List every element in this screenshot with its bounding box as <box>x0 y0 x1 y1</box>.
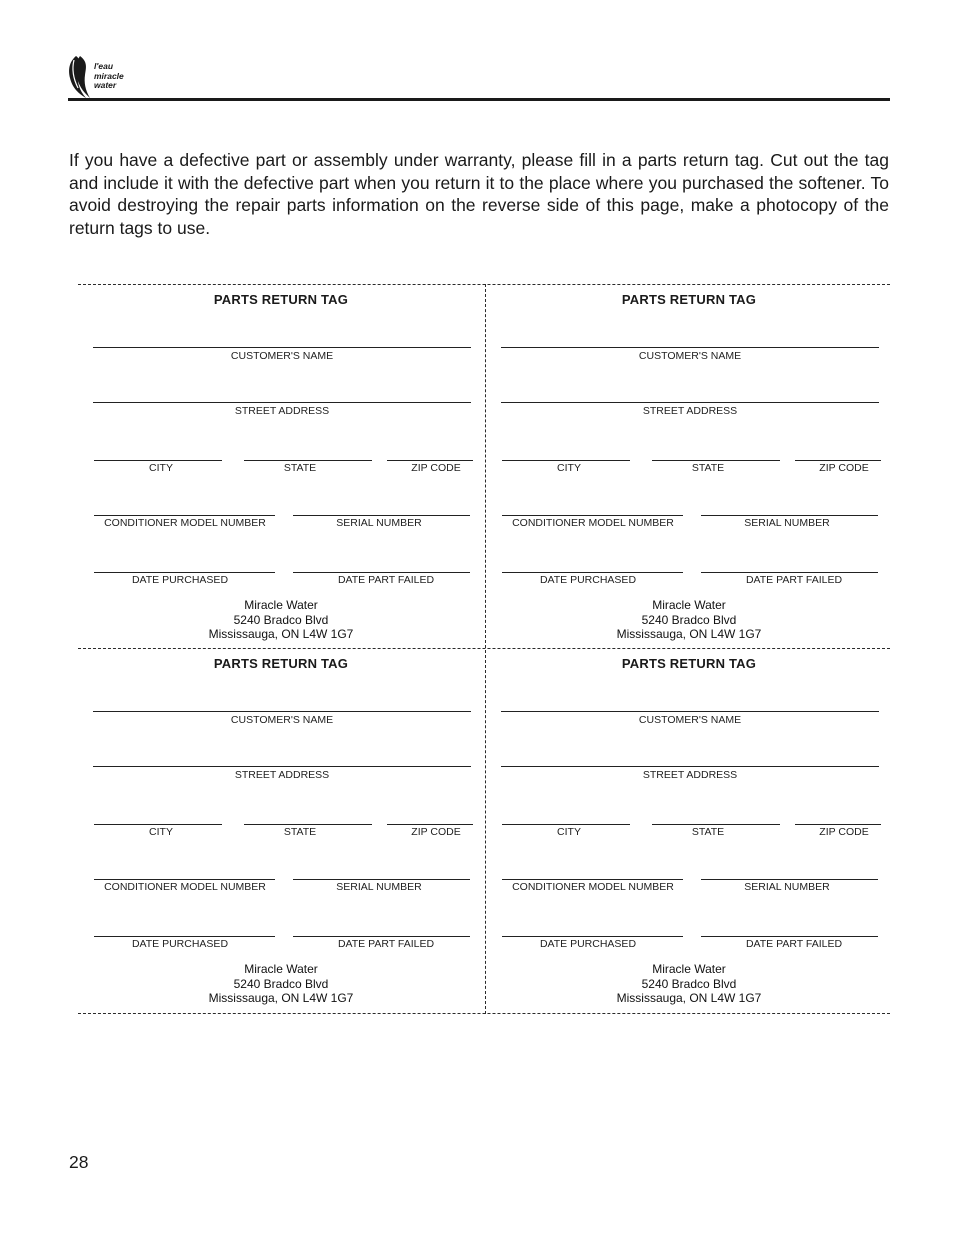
date-part-failed-field[interactable] <box>701 572 878 573</box>
intro-paragraph: If you have a defective part or assembly under warranty, please fill in a parts return tag. Cut out the tag and include it with the defective part when you return it to the place where you purchased the softener. To avoid destroying the repair parts information on the reverse side of this page, make a photocopy of the return tags to use. <box>69 150 889 238</box>
parts-return-tag <box>78 285 484 649</box>
state-field[interactable] <box>244 824 372 825</box>
date-part-failed-field[interactable] <box>293 936 470 937</box>
date-part-failed-label: DATE PART FAILED <box>337 574 435 586</box>
city-field[interactable] <box>502 460 630 461</box>
zip-code-field[interactable] <box>795 460 881 461</box>
model-number-field[interactable] <box>94 879 275 880</box>
model-number-field[interactable] <box>502 515 683 516</box>
city-label: CITY <box>149 462 173 474</box>
return-address <box>78 962 484 1006</box>
city-label: CITY <box>557 462 581 474</box>
street-address-field[interactable] <box>93 402 471 403</box>
return-address-line: Miracle Water <box>244 962 318 976</box>
customer-name-field[interactable] <box>93 347 471 348</box>
parts-return-tag <box>486 649 892 1013</box>
model-number-label: CONDITIONER MODEL NUMBER <box>104 881 266 893</box>
state-label: STATE <box>283 826 317 838</box>
zip-code-label: ZIP CODE <box>411 462 461 474</box>
customer-name-label: CUSTOMER'S NAME <box>638 350 742 362</box>
model-number-label: CONDITIONER MODEL NUMBER <box>512 881 674 893</box>
return-address-line: Mississauga, ON L4W 1G7 <box>208 991 354 1006</box>
tag-title: PARTS RETURN TAG <box>213 656 349 671</box>
zip-code-label: ZIP CODE <box>819 826 869 838</box>
date-part-failed-label: DATE PART FAILED <box>745 574 843 586</box>
customer-name-label: CUSTOMER'S NAME <box>638 714 742 726</box>
street-address-field[interactable] <box>501 402 879 403</box>
cut-line-bottom <box>78 1013 890 1014</box>
street-address-label: STREET ADDRESS <box>642 769 738 781</box>
zip-code-field[interactable] <box>795 824 881 825</box>
date-purchased-label: DATE PURCHASED <box>539 574 637 586</box>
return-address-line: Mississauga, ON L4W 1G7 <box>616 991 762 1006</box>
date-purchased-field[interactable] <box>502 936 683 937</box>
return-address-line: 5240 Bradco Blvd <box>641 976 737 991</box>
model-number-field[interactable] <box>502 879 683 880</box>
street-address-label: STREET ADDRESS <box>234 405 330 417</box>
zip-code-field[interactable] <box>387 824 473 825</box>
customer-name-field[interactable] <box>93 711 471 712</box>
city-field[interactable] <box>502 824 630 825</box>
model-number-field[interactable] <box>94 515 275 516</box>
return-address <box>78 598 484 642</box>
city-field[interactable] <box>94 460 222 461</box>
logo-line: miracle <box>94 70 124 81</box>
street-address-field[interactable] <box>93 766 471 767</box>
serial-number-label: SERIAL NUMBER <box>744 517 830 529</box>
state-label: STATE <box>691 462 725 474</box>
return-address <box>486 962 892 1006</box>
customer-name-field[interactable] <box>501 347 879 348</box>
date-part-failed-label: DATE PART FAILED <box>337 938 435 950</box>
zip-code-label: ZIP CODE <box>819 462 869 474</box>
model-number-label: CONDITIONER MODEL NUMBER <box>104 517 266 529</box>
return-address-line: 5240 Bradco Blvd <box>641 612 737 627</box>
date-purchased-field[interactable] <box>94 936 275 937</box>
date-part-failed-label: DATE PART FAILED <box>745 938 843 950</box>
date-purchased-label: DATE PURCHASED <box>539 938 637 950</box>
tag-title: PARTS RETURN TAG <box>621 656 757 671</box>
parts-return-tag <box>78 649 484 1013</box>
return-address-line: Miracle Water <box>652 962 726 976</box>
date-purchased-field[interactable] <box>94 572 275 573</box>
street-address-label: STREET ADDRESS <box>234 769 330 781</box>
tag-title: PARTS RETURN TAG <box>621 292 757 307</box>
street-address-field[interactable] <box>501 766 879 767</box>
zip-code-field[interactable] <box>387 460 473 461</box>
tag-title: PARTS RETURN TAG <box>213 292 349 307</box>
header-rule <box>68 98 890 101</box>
customer-name-field[interactable] <box>501 711 879 712</box>
return-address-line: Miracle Water <box>244 598 318 612</box>
logo-line: water <box>94 80 117 90</box>
model-number-label: CONDITIONER MODEL NUMBER <box>512 517 674 529</box>
date-purchased-label: DATE PURCHASED <box>131 938 229 950</box>
logo-line: l'eau <box>94 61 114 71</box>
state-label: STATE <box>691 826 725 838</box>
date-part-failed-field[interactable] <box>701 936 878 937</box>
customer-name-label: CUSTOMER'S NAME <box>230 350 334 362</box>
serial-number-field[interactable] <box>701 515 878 516</box>
customer-name-label: CUSTOMER'S NAME <box>230 714 334 726</box>
date-purchased-field[interactable] <box>502 572 683 573</box>
parts-return-tag <box>486 285 892 649</box>
return-address-line: Mississauga, ON L4W 1G7 <box>208 627 354 642</box>
return-address-line: Miracle Water <box>652 598 726 612</box>
brand-logo-text <box>94 62 124 91</box>
return-address-line: 5240 Bradco Blvd <box>233 976 329 991</box>
date-purchased-label: DATE PURCHASED <box>131 574 229 586</box>
state-field[interactable] <box>652 460 780 461</box>
city-label: CITY <box>557 826 581 838</box>
city-field[interactable] <box>94 824 222 825</box>
serial-number-label: SERIAL NUMBER <box>744 881 830 893</box>
water-drop-logo-icon <box>66 54 92 100</box>
state-field[interactable] <box>244 460 372 461</box>
street-address-label: STREET ADDRESS <box>642 405 738 417</box>
date-part-failed-field[interactable] <box>293 572 470 573</box>
serial-number-label: SERIAL NUMBER <box>336 517 422 529</box>
serial-number-field[interactable] <box>701 879 878 880</box>
serial-number-label: SERIAL NUMBER <box>336 881 422 893</box>
city-label: CITY <box>149 826 173 838</box>
return-address-line: Mississauga, ON L4W 1G7 <box>616 627 762 642</box>
return-address-line: 5240 Bradco Blvd <box>233 612 329 627</box>
state-label: STATE <box>283 462 317 474</box>
serial-number-field[interactable] <box>293 879 470 880</box>
return-address <box>486 598 892 642</box>
zip-code-label: ZIP CODE <box>411 826 461 838</box>
serial-number-field[interactable] <box>293 515 470 516</box>
state-field[interactable] <box>652 824 780 825</box>
page-number: 28 <box>69 1152 89 1172</box>
